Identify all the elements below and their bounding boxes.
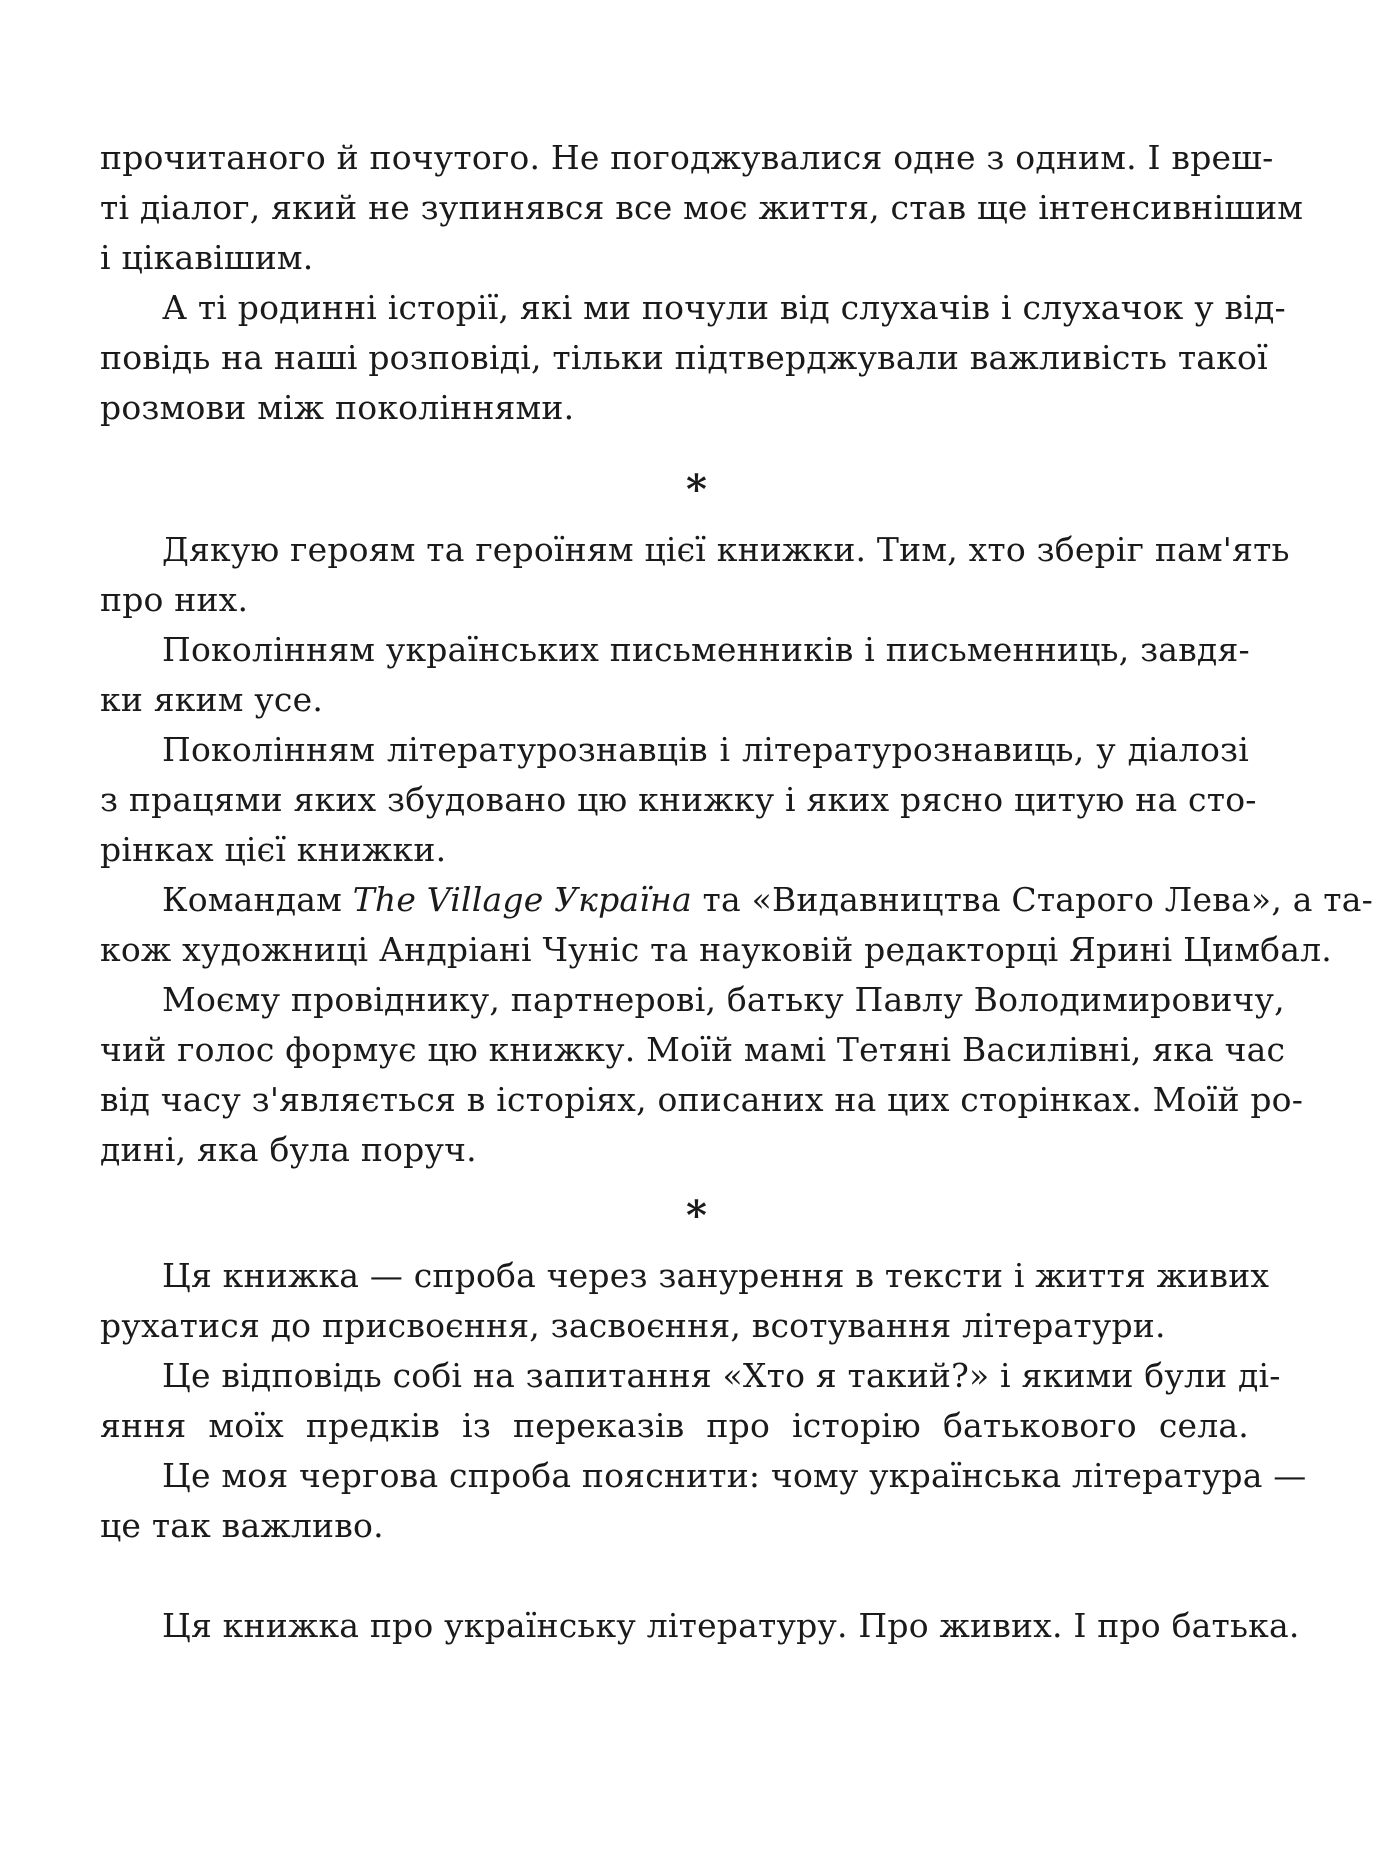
text-line: від часу з'являється в історіях, описаних на цих сторінках. Моїй ро- (100, 1080, 1304, 1119)
text-line: дині, яка була поруч. (100, 1130, 477, 1169)
text-line: і цікавішим. (100, 238, 314, 277)
text-line: з працями яких збудовано цю книжку і яких рясно цитую на сто- (100, 780, 1257, 819)
text-line: Поколінням українських письменників і письменниць, завдя- (162, 630, 1250, 669)
text-line: Дякую героям та героїням цієї книжки. Тим, хто зберіг пам'ять (162, 530, 1290, 569)
text-line: Ця книжка — спроба через занурення в тексти і життя живих (162, 1256, 1270, 1295)
text-line: прочитаного й почутого. Не погоджувалися одне з одним. І вреш- (100, 138, 1274, 177)
text-line: яння моїх предків із переказів про історію батькового села. (100, 1406, 1249, 1445)
section-divider-asterisk: * (686, 1192, 707, 1239)
text-line: це так важливо. (100, 1506, 384, 1545)
section-divider-asterisk: * (686, 466, 707, 513)
text-line: рухатися до присвоєння, засвоєння, всотування літератури. (100, 1306, 1166, 1345)
text-line: Це відповідь собі на запитання «Хто я такий?» і якими були ді- (162, 1356, 1281, 1395)
text-segment: Командам (162, 880, 353, 919)
text-line: ки яким усе. (100, 680, 324, 719)
publication-title: The Village Україна (352, 880, 692, 919)
text-line: Ця книжка про українську літературу. Про живих. І про батька. (162, 1606, 1300, 1645)
text-line: А ті родинні історії, які ми почули від слухачів і слухачок у від- (162, 288, 1286, 327)
text-line: Поколінням літературознавців і літературознавиць, у діалозі (162, 730, 1249, 769)
text-line: чий голос формує цю книжку. Моїй мамі Тетяні Василівні, яка час (100, 1030, 1286, 1069)
text-line: повідь на наші розповіді, тільки підтверджували важливість такої (100, 338, 1268, 377)
text-line: розмови між поколіннями. (100, 388, 575, 427)
text-line-with-italic (162, 880, 1373, 920)
text-line: кож художниці Андріані Чуніс та науковій редакторці Ярині Цимбал. (100, 930, 1332, 969)
text-line: ті діалог, який не зупинявся все моє життя, став ще інтенсивнішим (100, 188, 1304, 227)
text-line: про них. (100, 580, 249, 619)
text-line: рінках цієї книжки. (100, 830, 447, 869)
text-line: Це моя чергова спроба пояснити: чому українська література — (162, 1456, 1307, 1495)
text-line: Моєму провіднику, партнерові, батьку Павлу Володимировичу, (162, 980, 1285, 1019)
text-segment: та «Видавництва Старого Лева», а та- (702, 880, 1373, 919)
